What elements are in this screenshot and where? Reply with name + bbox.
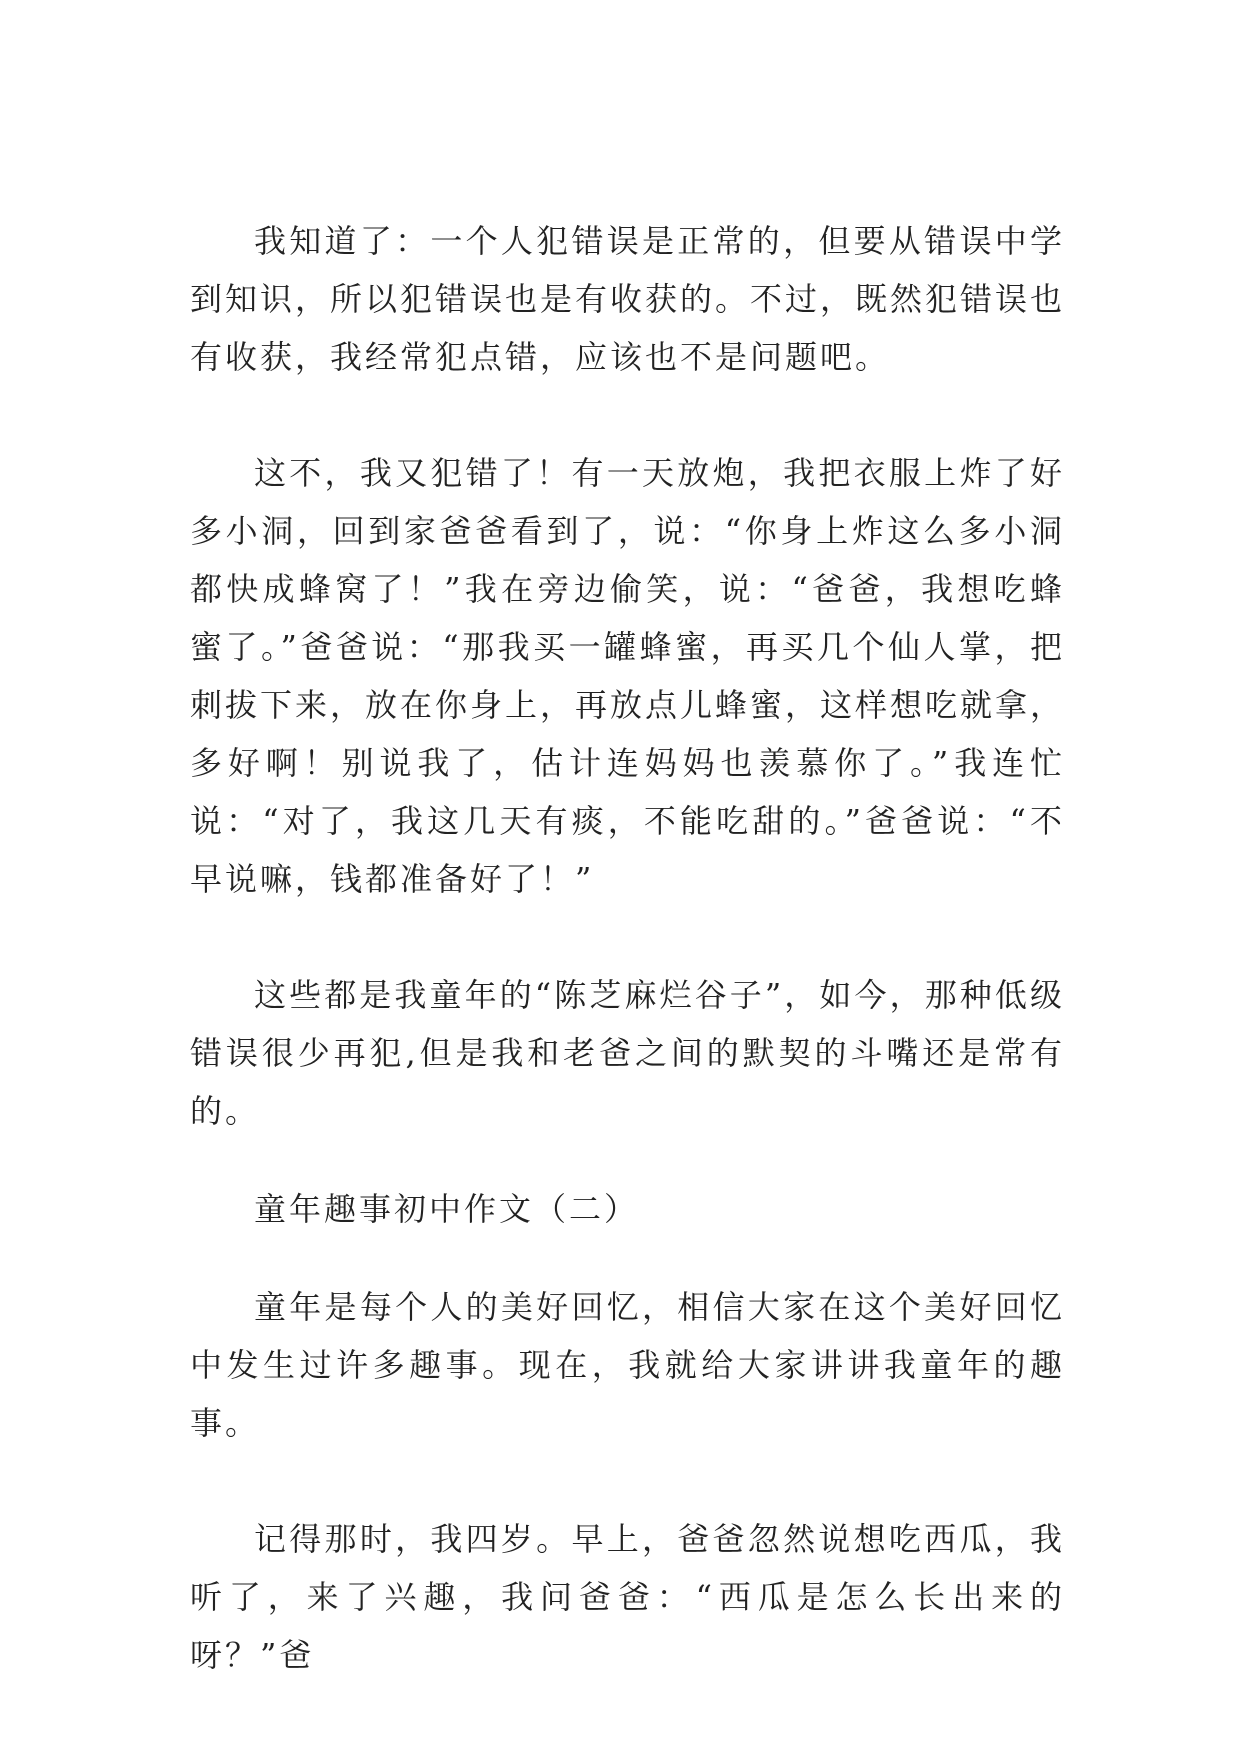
paragraph-firecracker-story: 这不，我又犯错了！有一天放炮，我把衣服上炸了好多小洞，回到家爸爸看到了，说：“你身上炸这么多小洞都快成蜂窝了！”我在旁边偷笑，说：“爸爸，我想吃蜂蜜了。”爸爸说：“那我买一罐蜂蜜，再买几个仙人掌，把刺拔下来，放在你身上，再放点儿蜂蜜，这样想吃就拿，多好啊！别说我了，估计连妈妈也羡慕你了。”我连忙说：“对了，我这几天有痰，不能吃甜的。”爸爸说：“不早说嘛，钱都准备好了！”	[190, 454, 1066, 898]
paragraph-childhood-memories: 这些都是我童年的“陈芝麻烂谷子”，如今，那种低级错误很少再犯,但是我和老爸之间的默契的斗嘴还是常有的。	[190, 976, 1065, 1130]
paragraph-childhood-intro: 童年是每个人的美好回忆，相信大家在这个美好回忆中发生过许多趣事。现在，我就给大家讲讲我童年的趣事。	[190, 1288, 1065, 1442]
document-body	[190, 212, 1065, 1684]
paragraph-watermelon-story: 记得那时，我四岁。早上，爸爸忽然说想吃西瓜，我听了，来了兴趣，我问爸爸：“西瓜是怎么长出来的呀？”爸	[190, 1520, 1065, 1674]
paragraph-learning-from-mistakes: 我知道了：一个人犯错误是正常的，但要从错误中学到知识，所以犯错误也是有收获的。不过，既然犯错误也有收获，我经常犯点错，应该也不是问题吧。	[190, 222, 1066, 376]
section-heading: 童年趣事初中作文（二）	[254, 1190, 640, 1228]
